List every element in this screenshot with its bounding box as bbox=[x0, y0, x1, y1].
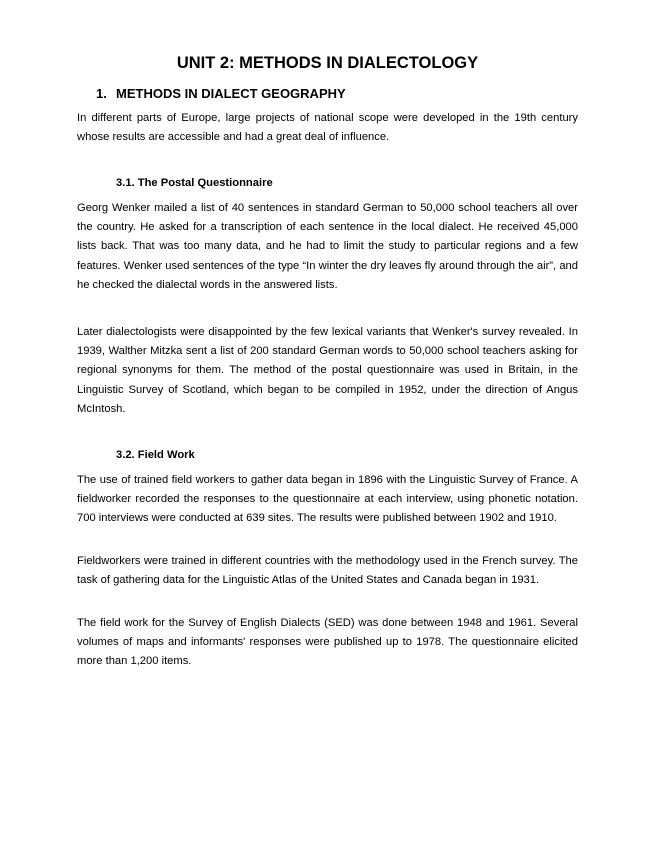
paragraph-mitzka: Later dialectologists were disappointed by the few lexical variants that Wenker's survey revealed. In 1939, Walther Mitzka sent a list of 200 standard German words to 50,000 school teachers asking for regional synonyms for them. The method of the postal questionnaire was used in Britain, in the Linguistic Survey of Scotland, which began to be compiled in 1952, under the direction of Angus McIntosh. bbox=[77, 326, 578, 415]
section-number: 1. bbox=[96, 86, 107, 101]
subsection-heading-postal-questionnaire: 3.1. The Postal Questionnaire bbox=[116, 177, 273, 189]
paragraph-fieldworkers-training: Fieldworkers were trained in different countries with the methodology used in the French survey. The task of gathering data for the Linguistic Atlas of the United States and Canada began in 1931. bbox=[77, 555, 578, 587]
paragraph-sed: The field work for the Survey of English Dialects (SED) was done between 1948 and 1961. Several volumes of maps and informants' responses were published up to 1978. The questionnaire elicited more than 1,200 items. bbox=[77, 617, 578, 668]
section-heading bbox=[96, 86, 346, 101]
document-title: UNIT 2: METHODS IN DIALECTOLOGY bbox=[176, 54, 479, 72]
paragraph-france-survey: The use of trained field workers to gather data began in 1896 with the Linguistic Survey of France. A fieldworker recorded the responses to the questionnaire at each interview, using phonetic notation. 700 interviews were conducted at 639 sites. The results were published between 1902 and 1910. bbox=[77, 474, 578, 525]
subsection-heading-field-work: 3.2. Field Work bbox=[116, 449, 195, 461]
intro-paragraph: In different parts of Europe, large projects of national scope were developed in the 19th century whose results are accessible and had a great deal of influence. bbox=[77, 112, 578, 144]
section-heading-text: METHODS IN DIALECT GEOGRAPHY bbox=[116, 86, 346, 101]
paragraph-wenker: Georg Wenker mailed a list of 40 sentences in standard German to 50,000 school teachers all over the country. He asked for a transcription of each sentence in the local dialect. He received 45,000 lists back. That was too many data, and he had to limit the study to particular regions and a few features. Wenker used sentences of the type “In winter the dry leaves fly around through the air”, and he checked the dialectal words in the answered lists. bbox=[77, 202, 578, 291]
